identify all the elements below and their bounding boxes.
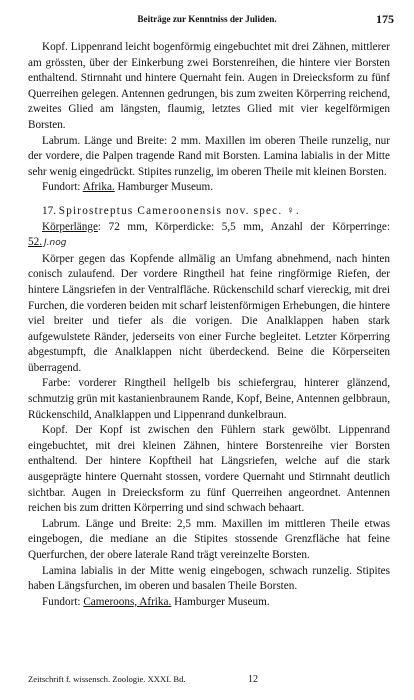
- paragraph-colour: Farbe: vorderer Ringtheil hellgelb bis schiefergrau, hinterer glänzend, schmutzig grün mit kastanienbraunem Rande, Kopf, Beine, Antennen gelbbraun, Rückenschild, Analklappen und Lippenrand dunkelbraun.: [28, 377, 390, 421]
- measure-label: Körperlänge: [42, 220, 98, 233]
- paragraph-measurements: [28, 220, 390, 252]
- main-text: [28, 40, 390, 610]
- running-header: Beiträge zur Kenntniss der Juliden.: [137, 14, 277, 24]
- handwritten-note: J.nog: [43, 238, 67, 249]
- signature-mark: 12: [248, 674, 258, 685]
- page-number: 175: [376, 12, 394, 26]
- paragraph-head-description: Kopf. Lippenrand leicht bogenförmig eingebuchtet mit drei Zähnen, mittlerer am grössten, über der Einkerbung zwei Borstenreihen, die hintere vier Borsten enthaltend. Stirnnaht und hintere Quernaht fein. Augen in Dreiecksform zu fünf Querreihen gelegen. Antennen gedrungen, bis zum zweiten Körperring reichend, zweites Glied am längsten, flaumig, letztes Glied mit vier kegelförmigen Borsten.: [28, 41, 390, 131]
- species-name: Spirostreptus Cameroonensis nov. spec. ♀.: [58, 204, 300, 217]
- locality-label: Fundort:: [42, 181, 83, 194]
- locality-label-2: Fundort:: [42, 595, 84, 608]
- journal-footer: Zeitschrift f. wissensch. Zoologie. XXXI. Bd.: [28, 674, 186, 684]
- paragraph-head-2: Kopf. Der Kopf ist zwischen den Fühlern stark gewölbt. Lippenrand eingebuchtet, mit drei kleinen Zähnen, hintere Borstenreihe vier Borsten enthaltend. Der hintere Kopftheil hat Längsriefen, welche auf die stark ausgeprägte hintere Quernaht stossen, vordere Quernaht und Stirnnaht deutlich sichtbar. Augen in Dreiecksform zu fünf Querreihen angeordnet. Antennen reichen bis zum dritten Körperring und sind schwach behaart.: [28, 424, 390, 515]
- locality-museum-2: Hamburger Museum.: [171, 595, 270, 608]
- paragraph-body-description: Körper gegen das Kopfende allmälig an Umfang abnehmend, nach hinten conisch zulaufend. Der vordere Ringtheil hat feine ringförmige Riefen, der hintere Längsriefen in der Ventralfläche. Rückenschild scharf viereckig, mit drei Furchen, die vorderen beiden mit scharf leistenförmigen Erhebungen, die hintere viel breiter und tiefer als die vorigen. Die Analklappen haben stark aufgewulstete Ränder, jederseits von einer Furche begleitet. Letzter Körperring abgestumpft, die Analklappen nicht überdeckend. Beine die Körperseiten überragend.: [28, 252, 390, 374]
- paragraph-labrum: Labrum. Länge und Breite: 2 mm. Maxillen im oberen Theile runzelig, nur der vordere, die Palpen tragende Rand mit Borsten. Lamina labialis in der Mitte sehr wenig eingedrückt. Stipites runzelig, im oberen Theile mit kleinen Borsten.: [28, 134, 390, 178]
- paragraph-lamina: Lamina labialis in der Mitte wenig eingebogen, schwach runzelig. Stipites haben Längsfurchen, im oberen und basalen Theile Borsten.: [28, 564, 390, 593]
- species-heading: [28, 204, 390, 220]
- paragraph-labrum-2: Labrum. Länge und Breite: 2,5 mm. Maxillen im mittleren Theile etwas eingebogen, die mediane an die Stipites stossende Grenzfläche hat feine Querfurchen, der obere laterale Rand trägt vereinzelte Borsten.: [28, 517, 390, 561]
- locality-place: Afrika.: [82, 181, 115, 194]
- ring-count: 52.: [28, 236, 42, 249]
- paragraph-locality: [28, 180, 390, 196]
- locality-place-2: Cameroons, Afrika.: [83, 595, 172, 608]
- locality-museum: Hamburger Museum.: [114, 181, 214, 194]
- paragraph-locality-2: [28, 595, 390, 611]
- species-number: 17.: [42, 204, 56, 217]
- measure-text: : 72 mm, Körperdicke: 5,5 mm, Anzahl der Körperringe:: [97, 220, 390, 233]
